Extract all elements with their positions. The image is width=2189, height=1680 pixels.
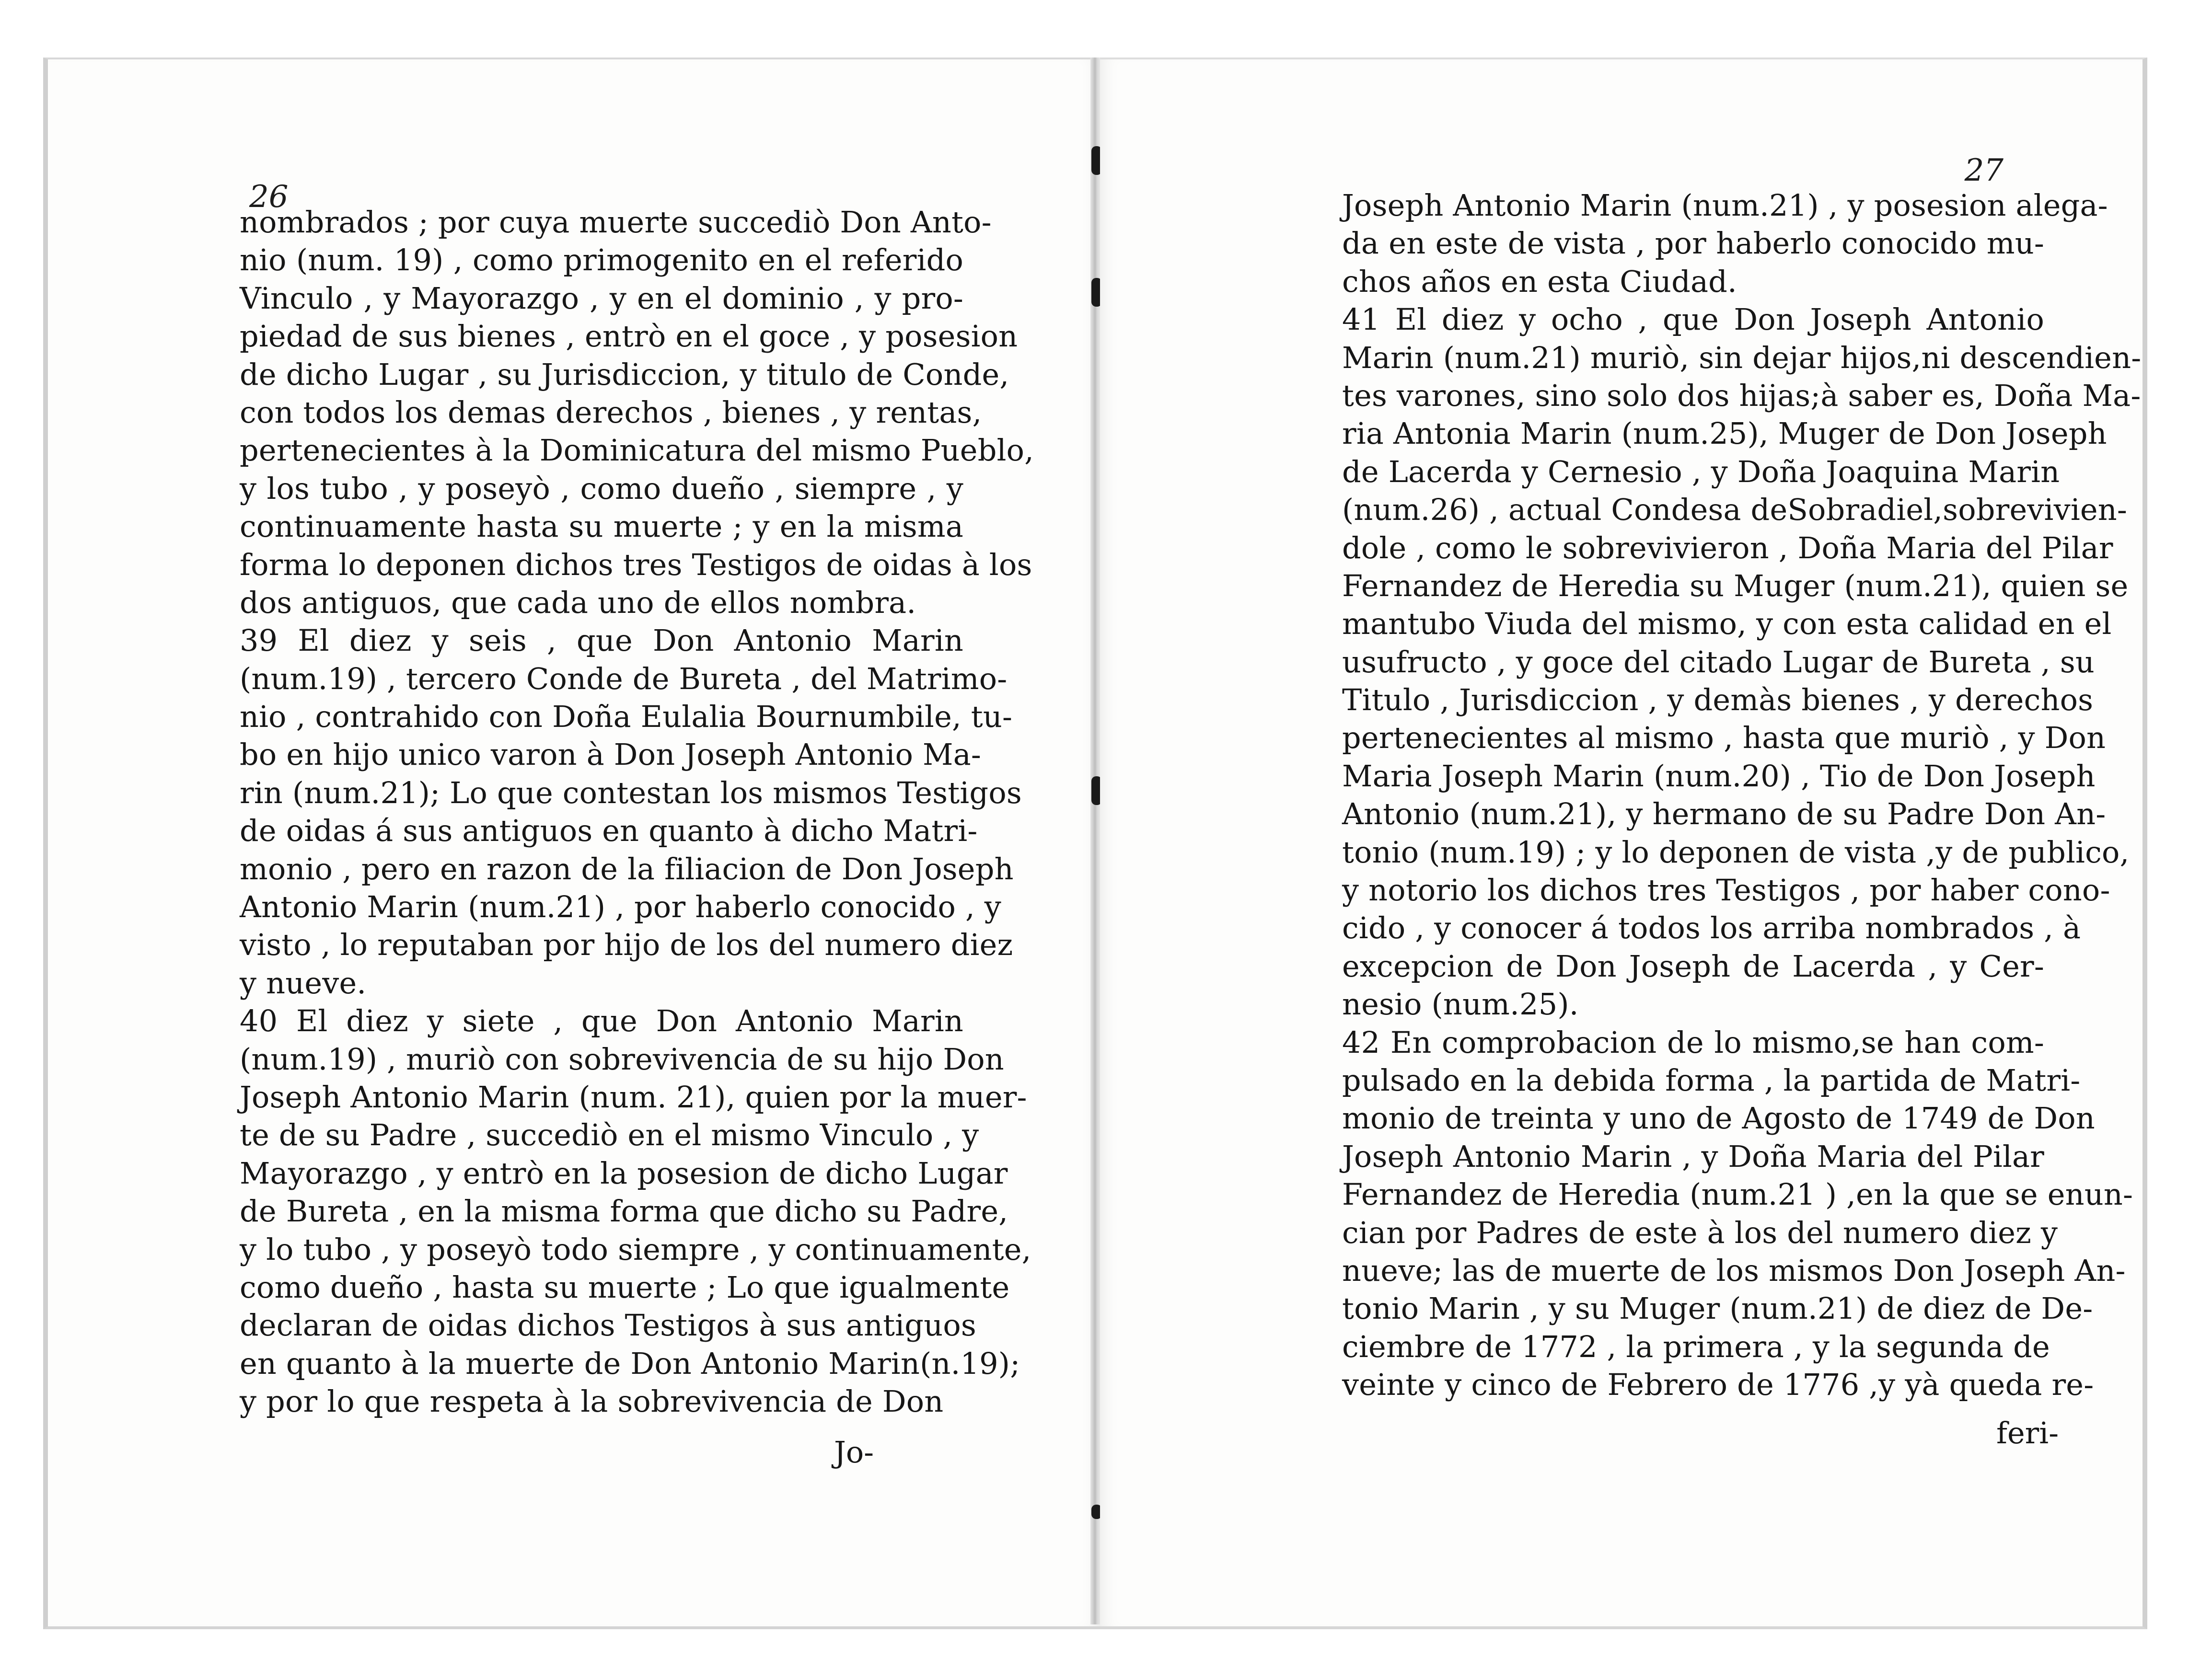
text-line: Fernandez de Heredia su Muger (num.21), quien se (1342, 568, 2129, 603)
page-number-right: 27 (1964, 153, 2004, 188)
right-page (1100, 58, 2147, 1629)
text-line: excepcion de Don Joseph de Lacerda , y Cer- (1342, 948, 2044, 984)
text-line: de oidas á sus antiguos en quanto à dicho Matri- (240, 813, 978, 849)
text-line: cido , y conocer á todos los arriba nombrados , à (1342, 910, 2081, 946)
text-line: tes varones, sino solo dos hijas;à saber es, Doña Ma- (1342, 378, 2141, 413)
text-line: nombrados ; por cuya muerte succediò Don Anto- (240, 205, 992, 240)
text-line: monio , pero en razon de la filiacion de Don Joseph (240, 851, 1014, 886)
text-line: 39 El diez y seis , que Don Antonio Marin (240, 623, 963, 658)
text-line: Marin (num.21) muriò, sin dejar hijos,ni descendien- (1342, 340, 2142, 375)
text-line: pulsado en la debida forma , la partida de Matri- (1342, 1062, 2081, 1098)
text-line: y nueve. (240, 965, 367, 1001)
text-line: continuamente hasta su muerte ; y en la misma (240, 509, 963, 544)
catchword-right: feri- (1996, 1415, 2059, 1450)
text-line: ria Antonia Marin (num.25), Muger de Don Joseph (1342, 416, 2107, 451)
catchword-left: Jo- (834, 1435, 874, 1470)
left-page-text (240, 203, 1034, 1421)
text-line: pertenecientes à la Dominicatura del mismo Pueblo, (240, 433, 1034, 468)
text-line: Maria Joseph Marin (num.20) , Tio de Don Joseph (1342, 758, 2096, 794)
text-line: rin (num.21); Lo que contestan los mismos Testigos (240, 775, 1022, 810)
text-line: Joseph Antonio Marin (num. 21), quien por la muer- (240, 1079, 1027, 1115)
left-page (43, 58, 1100, 1629)
text-line: Joseph Antonio Marin (num.21) , y posesion alega- (1342, 188, 2108, 223)
text-line: Titulo , Jurisdiccion , y demàs bienes , y derechos (1342, 682, 2094, 718)
text-line: Vinculo , y Mayorazgo , y en el dominio , y pro- (240, 280, 963, 316)
text-line: visto , lo reputaban por hijo de los del numero diez (240, 927, 1013, 963)
text-line: (num.19) , muriò con sobrevivencia de su hijo Don (240, 1041, 1004, 1077)
text-line: piedad de sus bienes , entrò en el goce , y posesion (240, 319, 1018, 354)
text-line: (num.19) , tercero Conde de Bureta , del Matrimo- (240, 661, 1008, 696)
text-line: en quanto à la muerte de Don Antonio Marin(n.19); (240, 1346, 1020, 1381)
text-line: chos años en esta Ciudad. (1342, 264, 1737, 299)
text-line: de Lacerda y Cernesio , y Doña Joaquina Marin (1342, 454, 2060, 489)
text-line: nio (num. 19) , como primogenito en el referido (240, 242, 963, 278)
text-line: con todos los demas derechos , bienes , y rentas, (240, 394, 982, 430)
text-line: y lo tubo , y poseyò todo siempre , y continuamente, (240, 1231, 1031, 1267)
text-line: de Bureta , en la misma forma que dicho su Padre, (240, 1194, 1008, 1229)
text-line: Fernandez de Heredia (num.21 ) ,en la que se enun- (1342, 1177, 2133, 1212)
page-number-left: 26 (249, 179, 289, 215)
text-line: y notorio los dichos tres Testigos , por haber cono- (1342, 873, 2110, 908)
text-line: y por lo que respeta à la sobrevivencia de Don (240, 1384, 944, 1419)
text-line: tonio (num.19) ; y lo deponen de vista ,y de publico, (1342, 834, 2130, 870)
right-page-text (1342, 186, 2142, 1404)
text-line: nueve; las de muerte de los mismos Don Joseph An- (1342, 1253, 2126, 1288)
text-line: monio de treinta y uno de Agosto de 1749 de Don (1342, 1101, 2095, 1136)
text-line: bo en hijo unico varon à Don Joseph Antonio Ma- (240, 737, 982, 772)
text-line: te de su Padre , succediò en el mismo Vinculo , y (240, 1117, 979, 1153)
text-line: y los tubo , y poseyò , como dueño , siempre , y (240, 471, 963, 506)
text-line: dole , como le sobrevivieron , Doña Maria del Pilar (1342, 530, 2113, 565)
text-line: da en este de vista , por haberlo conocido mu- (1342, 226, 2044, 261)
text-line: veinte y cinco de Febrero de 1776 ,y yà queda re- (1342, 1367, 2094, 1403)
text-line: Antonio (num.21), y hermano de su Padre Don An- (1342, 796, 2106, 832)
text-line: tonio Marin , y su Muger (num.21) de diez de De- (1342, 1291, 2093, 1326)
text-line: 40 El diez y siete , que Don Antonio Marin (240, 1003, 963, 1039)
text-line: forma lo deponen dichos tres Testigos de oidas à los (240, 547, 1032, 582)
text-line: (num.26) , actual Condesa deSobradiel,sobrevivien- (1342, 492, 2128, 528)
text-line: declaran de oidas dichos Testigos à sus antiguos (240, 1308, 976, 1343)
text-line: 41 El diez y ocho , que Don Joseph Antonio (1342, 302, 2044, 337)
text-line: usufructo , y goce del citado Lugar de Bureta , su (1342, 644, 2095, 679)
text-line: Joseph Antonio Marin , y Doña Maria del Pilar (1342, 1139, 2044, 1174)
text-line: 42 En comprobacion de lo mismo,se han com- (1342, 1024, 2044, 1060)
text-line: pertenecientes al mismo , hasta que muriò , y Don (1342, 720, 2106, 756)
text-line: como dueño , hasta su muerte ; Lo que igualmente (240, 1269, 1010, 1305)
text-line: nio , contrahido con Doña Eulalia Bournumbile, tu- (240, 699, 1013, 735)
text-line: de dicho Lugar , su Jurisdiccion, y titulo de Conde, (240, 357, 1009, 392)
open-book (43, 58, 2143, 1624)
text-line: dos antiguos, que cada uno de ellos nombra. (240, 585, 916, 620)
text-line: ciembre de 1772 , la primera , y la segunda de (1342, 1329, 2050, 1364)
text-line: Antonio Marin (num.21) , por haberlo conocido , y (240, 889, 1002, 925)
text-line: cian por Padres de este à los del numero diez y (1342, 1215, 2058, 1250)
text-line: nesio (num.25). (1342, 987, 1579, 1022)
text-line: mantubo Viuda del mismo, y con esta calidad en el (1342, 606, 2112, 642)
text-line: Mayorazgo , y entrò en la posesion de dicho Lugar (240, 1155, 1008, 1191)
